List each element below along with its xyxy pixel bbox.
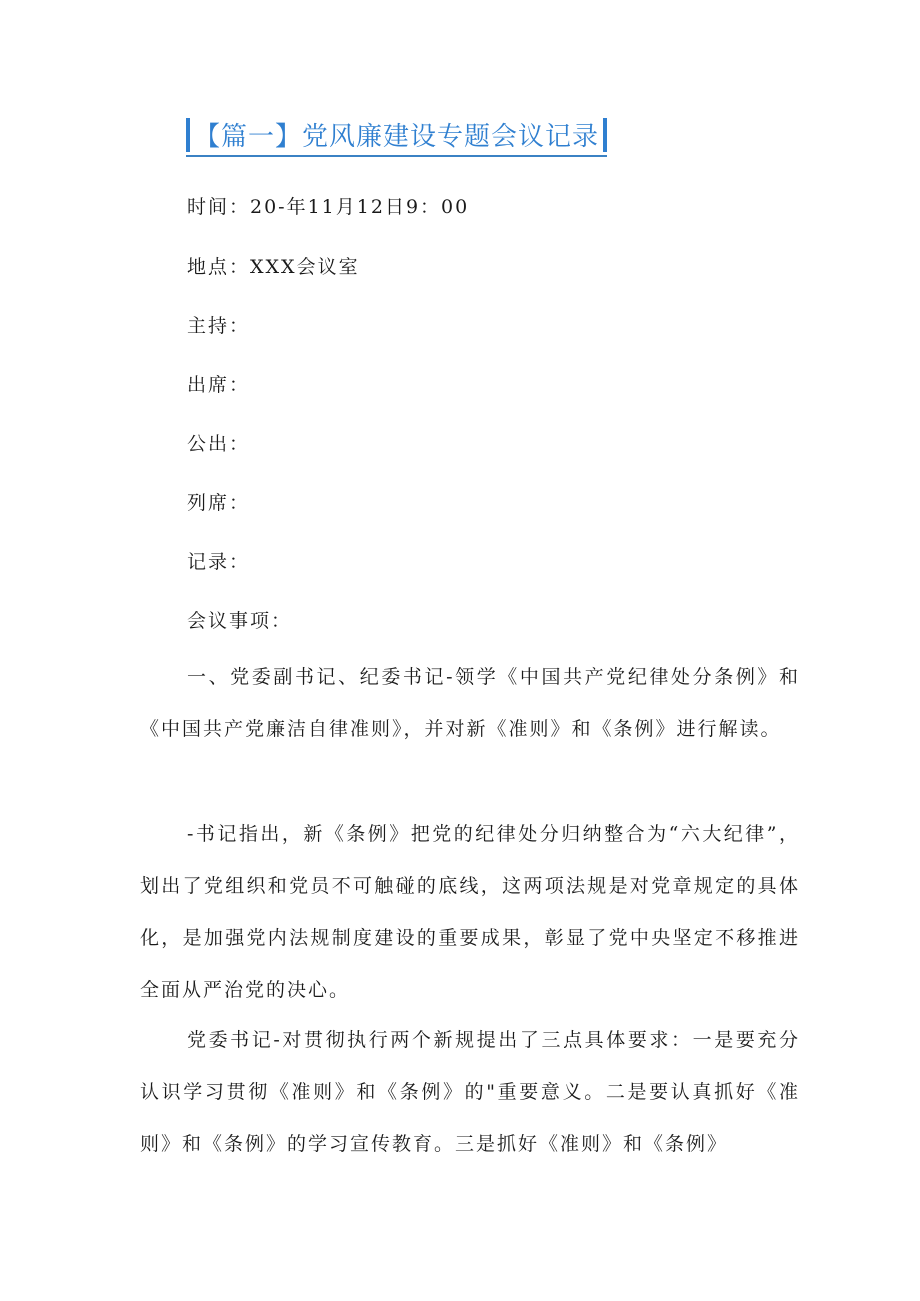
title-right-bar — [603, 118, 607, 152]
paragraph-3: 党委书记-对贯彻执行两个新规提出了三点具体要求：一是要充分认识学习贯彻《准则》和《条例》的"重要意义。二是要认真抓好《准则》和《条例》的学习宣传教育。三是抓好《准则》和《条例》 — [140, 1029, 800, 1155]
field-location: 地点：XXX会议室 — [187, 256, 360, 278]
field-time: 时间：20-年11月12日9：00 — [187, 196, 470, 218]
field-observers: 列席： — [187, 492, 251, 514]
title-text: 【篇一】党风廉建设专题会议记录 — [194, 122, 600, 152]
field-attendees: 出席： — [187, 374, 251, 396]
field-recorder: 记录： — [187, 551, 251, 573]
document-title — [186, 116, 607, 157]
field-host: 主持： — [187, 315, 251, 337]
paragraph-1: 一、党委副书记、纪委书记-领学《中国共产党纪律处分条例》和《中国共产党廉洁自律准则》，并对新《准则》和《条例》进行解读。 — [140, 666, 800, 740]
field-absent-on-business: 公出： — [187, 433, 251, 455]
paragraph-2: -书记指出，新《条例》把党的纪律处分归纳整合为“六大纪律”，划出了党组织和党员不可触碰的底线，这两项法规是对党章规定的具体化，是加强党内法规制度建设的重要成果，彰显了党中央坚定不移推进全面从严治党的决心。 — [140, 823, 800, 1001]
field-agenda: 会议事项： — [187, 610, 293, 632]
